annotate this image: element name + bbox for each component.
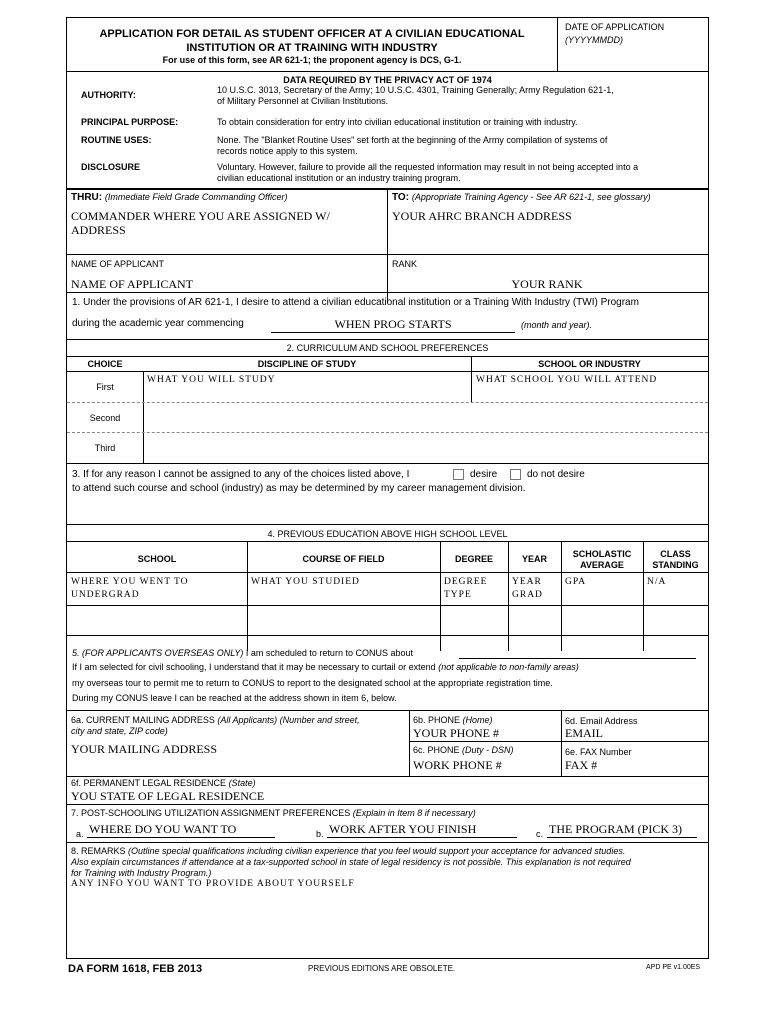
item8-hint3: for Training with Industry Program.) <box>71 868 212 878</box>
item5-text2: If I am selected for civil schooling, I understand that it may be necessary to curtail or extend <box>72 662 436 672</box>
item7-c-label: c. <box>536 829 544 839</box>
item5-line1 <box>72 648 413 659</box>
edu-year-line1: YEAR <box>512 577 542 587</box>
addr-label-block <box>71 715 406 737</box>
addr-label: 6a. CURRENT MAILING ADDRESS <box>71 715 215 725</box>
col-edu-average-line1: SCHOLASTIC <box>572 549 632 559</box>
authority-label: AUTHORITY: <box>81 90 136 100</box>
authority-text <box>217 85 614 107</box>
item2-title: 2. CURRICULUM AND SCHOOL PREFERENCES <box>286 343 489 353</box>
item4-title: 4. PREVIOUS EDUCATION ABOVE HIGH SCHOOL LEVEL <box>267 529 508 539</box>
authority-text-line2: of Military Personnel at Civilian Institutions. <box>217 96 389 106</box>
to-label: TO: <box>392 192 410 203</box>
rank-label: RANK <box>392 259 418 269</box>
school-first-field[interactable]: WHAT SCHOOL YOU WILL ATTEND <box>476 375 658 385</box>
item8-hint2: Also explain circumstances if attendance at a tax-supported school in state of legal residency is not possible. This explanation is not required <box>71 857 631 867</box>
col-edu-course: COURSE OF FIELD <box>302 554 385 564</box>
thru-hint: (Immediate Field Grade Commanding Officer) <box>104 192 288 202</box>
fax-label: 6e. FAX Number <box>565 747 632 757</box>
form-version: APD PE v1.00ES <box>646 964 701 971</box>
desire-checkbox[interactable] <box>453 469 464 480</box>
obsolete-notice: PREVIOUS EDITIONS ARE OBSOLETE. <box>308 964 456 973</box>
edu-year-line2: GRAD <box>512 590 543 600</box>
edu-degree-field[interactable] <box>444 576 506 602</box>
edu-school-field[interactable] <box>71 576 245 602</box>
home-phone-hint: (Home) <box>462 715 493 725</box>
form-title-line1: APPLICATION FOR DETAIL AS STUDENT OFFICER AT A CIVILIAN EDUCATIONAL <box>99 28 525 40</box>
item7-b-label: b. <box>316 829 324 839</box>
col-edu-standing-line2: STANDING <box>652 560 699 570</box>
item7-header <box>71 808 476 819</box>
do-not-desire-checkbox[interactable] <box>510 469 521 480</box>
item5-text4: During my CONUS leave I can be reached at the address shown in item 6, below. <box>72 693 397 703</box>
duty-phone-label-block <box>413 745 514 756</box>
email-field[interactable]: EMAIL <box>565 726 603 740</box>
perm-residence-hint: (State) <box>228 778 256 788</box>
disclosure-label: DISCLOSURE <box>81 162 141 172</box>
date-format: (YYYYMMDD) <box>565 35 623 45</box>
edu-degree-line1: DEGREE <box>444 577 488 587</box>
do-not-desire-label: do not desire <box>527 469 585 480</box>
routine-uses-label: ROUTINE USES: <box>81 135 152 145</box>
addr-hint1: (All Applicants) (Number and street, <box>217 715 360 725</box>
desire-label: desire <box>470 469 498 480</box>
date-of-application-field[interactable] <box>558 48 708 70</box>
perm-residence-label: 6f. PERMANENT LEGAL RESIDENCE <box>71 778 227 788</box>
email-label: 6d. Email Address <box>565 716 638 726</box>
preference-b-field[interactable]: WORK AFTER YOU FINISH <box>329 822 477 836</box>
mailing-address-field[interactable]: YOUR MAILING ADDRESS <box>71 742 218 756</box>
perm-residence-label-block <box>71 778 256 789</box>
form-subtitle: For use of this form, see AR 621-1; the proponent agency is DCS, G-1. <box>162 55 462 65</box>
item7-hint: (Explain in Item 8 if necessary) <box>352 808 476 818</box>
preference-c-field[interactable]: THE PROGRAM (PICK 3) <box>549 822 683 836</box>
col-discipline: DISCIPLINE OF STUDY <box>257 359 357 369</box>
name-label: NAME OF APPLICANT <box>71 259 165 269</box>
authority-text-line1: 10 U.S.C. 3013, Secretary of the Army; 10 U.S.C. 4301, Training Generally; Army Regulation 621-1, <box>217 85 614 95</box>
purpose-label: PRINCIPAL PURPOSE: <box>81 117 179 127</box>
item5-label: 5. (FOR APPLICANTS OVERSEAS ONLY) <box>72 648 244 658</box>
to-header <box>392 192 651 204</box>
col-edu-standing-line1: CLASS <box>660 549 691 559</box>
col-edu-school: SCHOOL <box>137 554 177 564</box>
disclosure-text <box>217 162 638 184</box>
routine-uses-text <box>217 135 607 157</box>
col-edu-average-line2: AVERAGE <box>580 560 624 570</box>
col-choice: CHOICE <box>87 359 123 369</box>
discipline-third-field[interactable] <box>147 435 467 459</box>
thru-value-line1: COMMANDER WHERE YOU ARE ASSIGNED W/ <box>71 209 330 223</box>
preference-a-field[interactable]: WHERE DO YOU WANT TO <box>89 822 237 836</box>
form-id: DA FORM 1618, FEB 2013 <box>68 963 203 975</box>
form-title <box>67 27 557 55</box>
duty-phone-hint: (Duty - DSN) <box>462 745 514 755</box>
col-edu-average <box>561 549 643 571</box>
item1-text2: during the academic year commencing <box>72 318 244 329</box>
item7-a-label: a. <box>76 829 84 839</box>
fax-field[interactable]: FAX # <box>565 758 598 772</box>
home-phone-field[interactable]: YOUR PHONE # <box>413 726 500 740</box>
duty-phone-field[interactable]: WORK PHONE # <box>413 758 502 772</box>
thru-header <box>71 192 287 204</box>
discipline-first-field[interactable]: WHAT YOU WILL STUDY <box>147 375 276 385</box>
thru-value-line2: ADDRESS <box>71 223 126 237</box>
choice-third: Third <box>94 443 116 453</box>
edu-degree-line2: TYPE <box>444 590 472 600</box>
to-field[interactable]: YOUR AHRC BRANCH ADDRESS <box>392 209 572 223</box>
edu-year-field[interactable] <box>512 576 560 602</box>
rank-field[interactable]: YOUR RANK <box>511 277 583 291</box>
privacy-title: DATA REQUIRED BY THE PRIVACY ACT OF 1974 <box>283 75 492 85</box>
item8-header <box>71 846 703 879</box>
item8-hint1: (Outline special qualifications including civilian experience that you feel would support your acceptance for advanced studies. <box>128 846 626 856</box>
edu-average-field[interactable]: GPA <box>565 577 587 587</box>
remarks-field[interactable]: ANY INFO YOU WANT TO PROVIDE ABOUT YOURSELF <box>71 879 355 889</box>
item1-text: 1. Under the provisions of AR 621-1, I desire to attend a civilian educational institution or a Training With Industry (TWI) Program <box>72 297 639 308</box>
discipline-second-field[interactable] <box>147 405 467 429</box>
item3-text-a: 3. If for any reason I cannot be assigned to any of the choices listed above, I <box>72 469 410 480</box>
purpose-text: To obtain consideration for entry into civilian educational institution or training with industry. <box>217 117 578 127</box>
col-edu-degree: DEGREE <box>454 554 493 564</box>
item3-text-b: to attend such course and school (industry) as may be determined by my career management division. <box>72 483 526 494</box>
thru-field[interactable] <box>71 209 381 237</box>
item5-text1: I am scheduled to return to CONUS about <box>243 648 413 658</box>
item7-label: 7. POST-SCHOOLING UTILIZATION ASSIGNMENT PREFERENCES <box>71 808 351 818</box>
disclosure-line2: civilian educational institution or an industry training program. <box>217 173 461 183</box>
item5-line2 <box>72 662 579 673</box>
routine-uses-line2: records notice apply to this system. <box>217 146 358 156</box>
edu-school-line2: UNDERGRAD <box>71 590 140 600</box>
form-title-line2: INSTITUTION OR AT TRAINING WITH INDUSTRY <box>186 42 438 54</box>
item5-text2-hint: (not applicable to non-family areas) <box>438 662 579 672</box>
col-edu-standing <box>643 549 708 571</box>
to-hint: (Appropriate Training Agency - See AR 621-1, see glossary) <box>411 192 651 202</box>
choice-second: Second <box>89 413 121 423</box>
date-label: DATE OF APPLICATION <box>565 22 665 32</box>
home-phone-label: 6b. PHONE <box>413 715 461 725</box>
edu-standing-field[interactable]: N/A <box>647 577 667 587</box>
da-form-1618 <box>66 17 709 959</box>
item5-text3: my overseas tour to permit me to return to CONUS to report to the designated school at the appropriate registration time. <box>72 678 553 688</box>
home-phone-label-block <box>413 715 493 726</box>
item1-hint: (month and year). <box>521 320 593 330</box>
conus-return-field[interactable] <box>459 658 696 659</box>
col-edu-year: YEAR <box>521 554 547 564</box>
academic-year-field[interactable]: WHEN PROG STARTS <box>334 317 452 331</box>
perm-residence-field[interactable]: YOU STATE OF LEGAL RESIDENCE <box>71 789 265 803</box>
thru-label: THRU: <box>71 192 103 203</box>
routine-uses-line1: None. The "Blanket Routine Uses" set forth at the beginning of the Army compilation of systems of <box>217 135 608 145</box>
col-school: SCHOOL OR INDUSTRY <box>538 359 641 369</box>
name-field[interactable]: NAME OF APPLICANT <box>71 277 194 291</box>
edu-course-field[interactable]: WHAT YOU STUDIED <box>251 577 360 587</box>
disclosure-line1: Voluntary. However, failure to provide all the requested information may result in not being accepted into a <box>217 162 639 172</box>
addr-hint2: city and state, ZIP code) <box>71 726 168 736</box>
duty-phone-label: 6c. PHONE <box>413 745 460 755</box>
choice-first: First <box>96 382 114 392</box>
edu-school-line1: WHERE YOU WENT TO <box>71 577 189 587</box>
item8-label: 8. REMARKS <box>71 846 126 856</box>
